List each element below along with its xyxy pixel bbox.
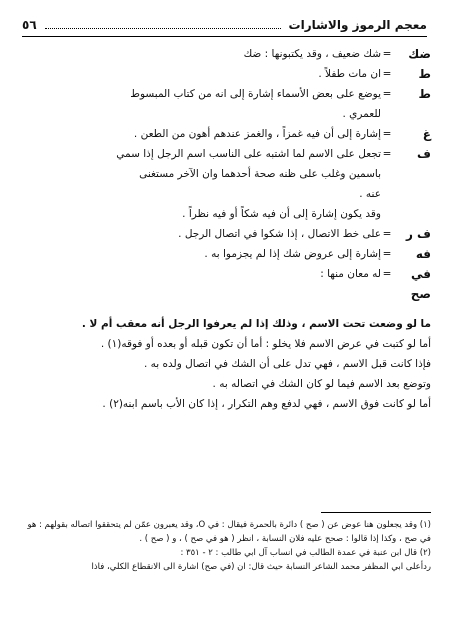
entry-symbol: ط: [418, 67, 431, 81]
equals-sign: =: [382, 248, 392, 260]
entries-list: [22, 44, 431, 304]
page-number: ٥٦: [22, 18, 37, 32]
entry-ghain: [22, 124, 431, 144]
page-header: [22, 14, 427, 37]
page-title: معجم الرموز والاشارات: [288, 18, 427, 32]
entry-text: له معان منها :: [320, 268, 381, 280]
entry-fa-ra: [22, 224, 431, 244]
equals-sign: =: [382, 128, 392, 140]
entry-text: إشارة إلى عروض شك إذا لم يجزموا به .: [204, 248, 381, 260]
entry-symbol: فه: [415, 247, 431, 261]
equals-sign: =: [382, 228, 392, 240]
entry-symbol: في صح: [410, 267, 431, 301]
entry-symbol: ف: [417, 147, 431, 161]
entry-text: شك ضعيف ، وقد يكتبونها : ضك: [243, 48, 381, 60]
entry-text: إشارة إلى أن فيه غمزاً ، والغمز عندهم أهون من الطعن .: [133, 128, 381, 140]
equals-sign: =: [382, 68, 392, 80]
entry-fa: [22, 144, 431, 164]
footnote-1: (١) وقد يجعلون هنا عوض عن ( صح ) دائرة بالحمرة فيقال : في O، وقد يعبرون عمّن لم يتحققوا اتصاله بقولهم : هو في صح ، وكذا إذا قالوا : صحح عليه فلان النسابة ، انظر ( هو في صح ) ، و ( صح ) .: [27, 520, 431, 544]
entry-fi-sah: [22, 264, 431, 304]
entry-fah: [22, 244, 431, 264]
footnote-3: ردأعلى ابي المظفر محمد الشاعر النسابة حيث قال: ان (في صح) اشارة الى الانقطاع الكلي، فاذا: [91, 562, 431, 572]
entry-ta-1: [22, 64, 431, 84]
entry-symbol: ط: [418, 87, 431, 101]
meanings-block: [22, 314, 431, 414]
entry-continuation: باسمين وغلب على ظنه صحة أحدهما وان الآخر مستغنى: [139, 168, 381, 180]
equals-sign: =: [382, 88, 392, 100]
entry-text: يوضع على بعض الأسماء إشارة إلى انه من كتاب المبسوط: [130, 88, 381, 100]
equals-sign: =: [382, 48, 392, 60]
equals-sign: =: [382, 148, 392, 160]
entry-symbol: غ: [422, 127, 431, 141]
entry-text: ان مات طفلاً .: [318, 68, 381, 80]
footnote-2: (٢) قال ابن عنبة في عمدة الطالب في انساب آل ابي طالب : ٢ - ٣٥١ :: [180, 548, 431, 558]
meaning-paragraph: أما لو كانت فوق الاسم ، فهي لدفع وهم التكرار ، إذا كان الأب باسم ابنه(٢) .: [102, 398, 431, 410]
entry-continuation: للعمري .: [342, 108, 381, 120]
meaning-paragraph: أما لو كتبت في عرض الاسم فلا يخلو : أما أن تكون قبله أو بعده أو فوقه(١) .: [100, 338, 431, 350]
entry-dak: [22, 44, 431, 64]
meaning-paragraph: ما لو وضعت تحت الاسم ، وذلك إذا لم يعرفوا الرجل أنه معقب أم لا .: [81, 318, 431, 330]
footnote-separator: [321, 512, 431, 513]
meaning-paragraph: وتوضع بعد الاسم فيما لو كان الشك في اتصاله به .: [212, 378, 431, 390]
entry-symbol: ضك: [408, 47, 431, 61]
header-dotted-line: [45, 22, 281, 29]
meaning-paragraph: فإذا كانت قبل الاسم ، فهي تدل على أن الشك في اتصال ولده به .: [143, 358, 431, 370]
entry-continuation: عنه .: [359, 188, 381, 200]
footnotes: [18, 518, 431, 574]
entry-text: تجعل على الاسم لما اشتبه على الناسب اسم الرجل إذا سمي: [116, 148, 381, 160]
entry-continuation: وقد يكون إشارة إلى أن فيه شكاً أو فيه نظراً .: [182, 208, 381, 220]
entry-symbol: ف ر: [405, 227, 431, 241]
entry-text: على خط الاتصال ، إذا شكوا في اتصال الرجل .: [178, 228, 381, 240]
equals-sign: =: [382, 268, 392, 280]
entry-ta-2: [22, 84, 431, 104]
